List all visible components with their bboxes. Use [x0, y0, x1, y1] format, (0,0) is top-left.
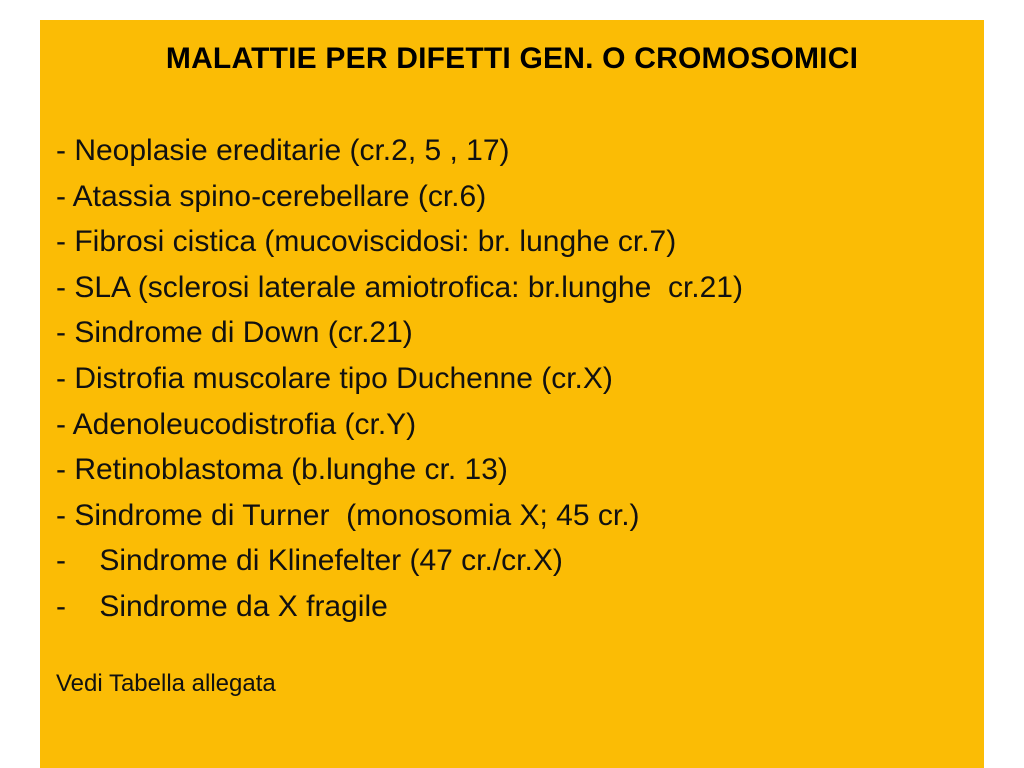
list-item: - Sindrome da X fragile: [56, 589, 388, 623]
list-item: - Retinoblastoma (b.lunghe cr. 13): [56, 453, 508, 487]
footnote-text: Vedi Tabella allegata: [56, 669, 276, 697]
list-item: - Distrofia muscolare tipo Duchenne (cr.X): [56, 361, 613, 395]
list-item: - Sindrome di Turner (monosomia X; 45 cr.): [56, 498, 640, 532]
list-item: - Atassia spino-cerebellare (cr.6): [56, 179, 487, 213]
disease-list: [40, 128, 984, 630]
list-item: - Fibrosi cistica (mucoviscidosi: br. lunghe cr.7): [56, 225, 677, 259]
slide-canvas: [40, 20, 984, 768]
list-item: - Neoplasie ereditarie (cr.2, 5 , 17): [56, 134, 510, 167]
list-item: - Sindrome di Klinefelter (47 cr./cr.X): [56, 544, 563, 578]
list-item: - Sindrome di Down (cr.21): [56, 316, 413, 350]
list-item: - Adenoleucodistrofia (cr.Y): [56, 407, 417, 441]
page-title: MALATTIE PER DIFETTI GEN. O CROMOSOMICI: [165, 42, 859, 75]
list-item: - SLA (sclerosi laterale amiotrofica: br.lunghe cr.21): [56, 270, 743, 304]
